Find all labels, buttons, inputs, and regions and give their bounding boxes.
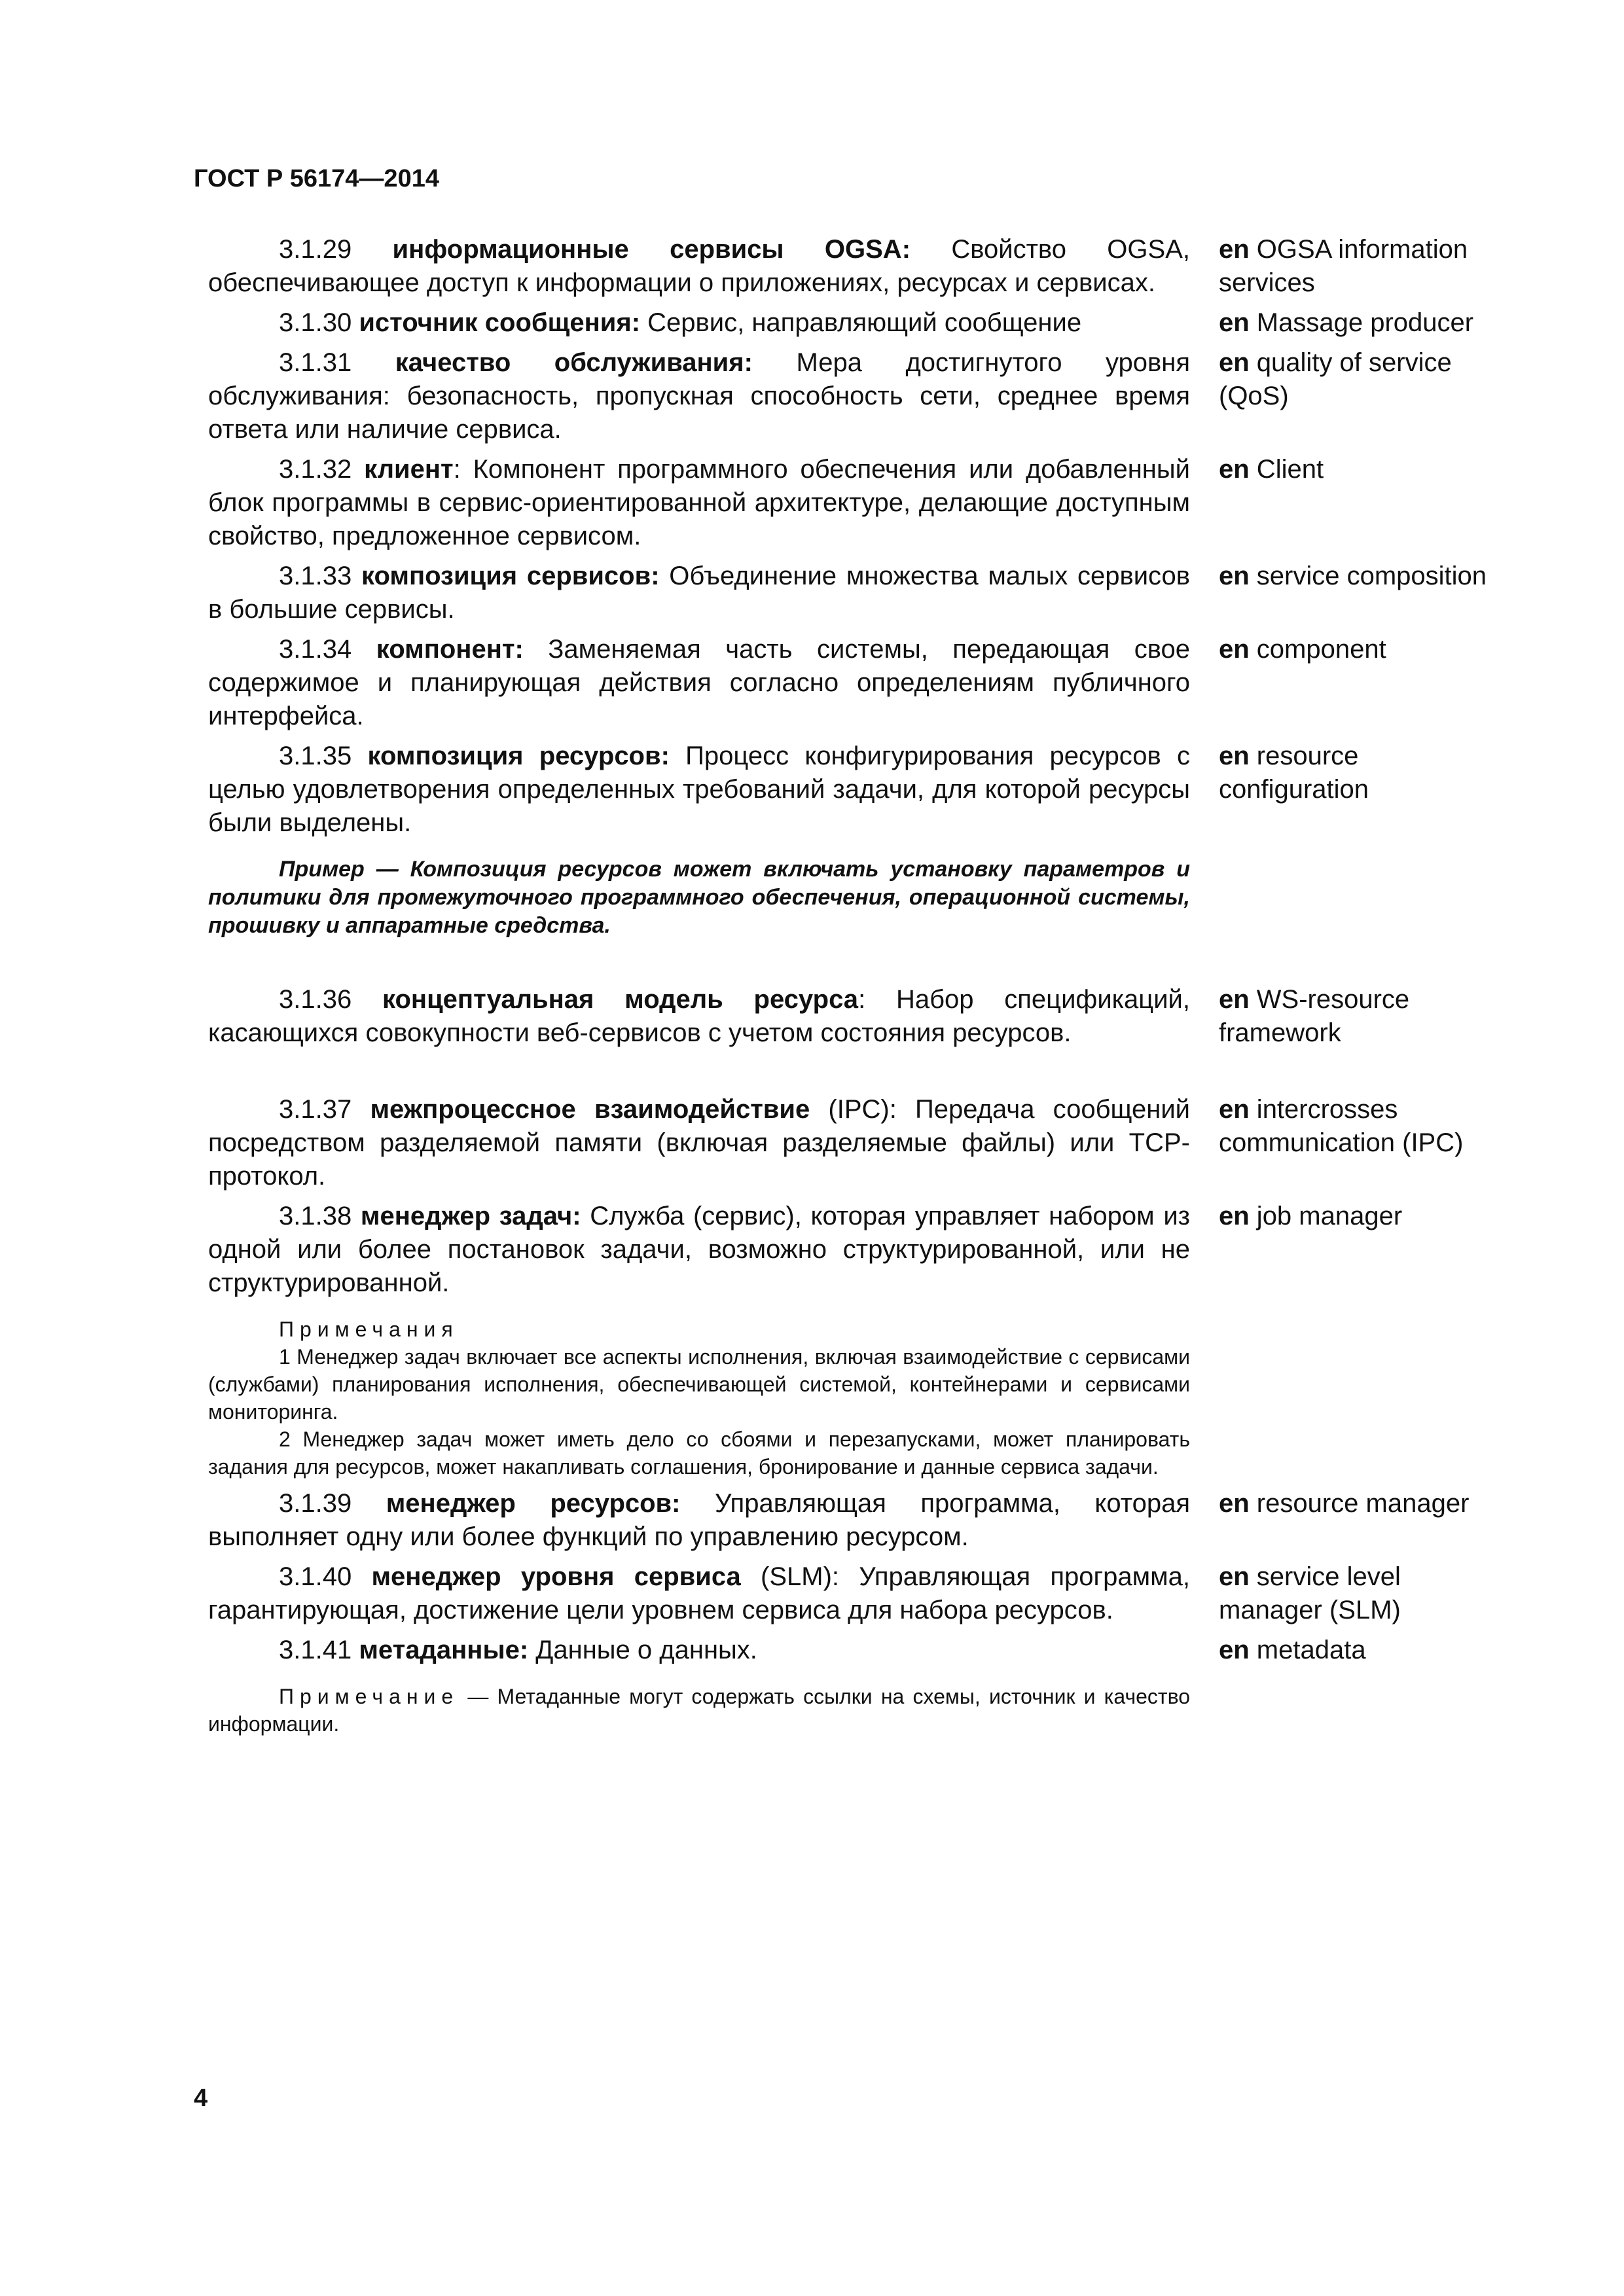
term-number: 3.1.40	[279, 1562, 352, 1591]
english-equivalent	[1219, 1200, 1507, 1233]
language-code: en	[1219, 1562, 1250, 1591]
english-term: intercrosses communication (IPC)	[1219, 1095, 1464, 1157]
english-equivalent	[1219, 740, 1507, 806]
term-number: 3.1.38	[279, 1202, 352, 1230]
term-definition	[208, 233, 1190, 300]
term-definition	[208, 1093, 1190, 1193]
term-definition	[208, 633, 1190, 733]
term-text: Служба (сервис), которая управляет набором из одной или более постановок задачи, возможно структурированной, или не структурированной.	[208, 1202, 1190, 1297]
term-number: 3.1.35	[279, 742, 352, 770]
language-code: en	[1219, 985, 1250, 1014]
term-definition	[208, 983, 1190, 1050]
term-text: Заменяемая часть системы, передающая свое содержимое и планирующая действия согласно определениям публичного интерфейса.	[208, 635, 1190, 730]
english-equivalent	[1219, 306, 1507, 340]
english-term: WS-resource framework	[1219, 985, 1410, 1047]
term-definition	[208, 1634, 1190, 1667]
english-term: job manager	[1249, 1202, 1403, 1230]
english-equivalent	[1219, 1634, 1507, 1667]
term-text: Управляющая программа, которая выполняет одну или более функций по управлению ресурсом.	[208, 1489, 1190, 1551]
term-entry	[208, 1560, 1517, 1627]
document-body	[208, 233, 1517, 1738]
term-text: Данные о данных.	[528, 1636, 757, 1664]
term-name: источник сообщения:	[359, 308, 641, 337]
term-name: метаданные:	[359, 1636, 529, 1664]
note-text: — Метаданные могут содержать ссылки на схемы, источник и качество информации.	[208, 1685, 1190, 1736]
term-number: 3.1.32	[279, 455, 352, 484]
notes-heading: Примечания	[279, 1318, 459, 1341]
language-code: en	[1219, 455, 1250, 484]
english-term: quality of service (QoS)	[1219, 348, 1452, 410]
term-name: менеджер задач:	[360, 1202, 581, 1230]
english-term: Client	[1249, 455, 1324, 484]
term-number: 3.1.41	[279, 1636, 352, 1664]
language-code: en	[1219, 348, 1250, 377]
term-text: : Компонент программного обеспечения или добавленный блок программы в сервис-ориентированной архитектуре, делающие доступным свойство, предложенное сервисом.	[208, 455, 1190, 550]
term-number: 3.1.29	[279, 235, 352, 264]
language-code: en	[1219, 308, 1250, 337]
term-definition	[208, 1200, 1190, 1300]
language-code: en	[1219, 1095, 1250, 1124]
term-text: : Набор спецификаций, касающихся совокупности веб-сервисов с учетом состояния ресурсов.	[208, 985, 1190, 1047]
term-entry	[208, 633, 1517, 733]
english-term: service composition	[1249, 562, 1487, 590]
english-equivalent	[1219, 1487, 1507, 1520]
term-entry	[208, 1093, 1517, 1193]
term-number: 3.1.33	[279, 562, 352, 590]
term-name: компонент:	[376, 635, 524, 664]
english-term: component	[1249, 635, 1386, 664]
term-name: качество обслуживания:	[395, 348, 753, 377]
term-entry	[208, 560, 1517, 626]
english-term: resource configuration	[1219, 742, 1369, 804]
note-paragraph	[208, 1683, 1190, 1738]
language-code: en	[1219, 1489, 1250, 1518]
example-paragraph: Пример — Композиция ресурсов может включать установку параметров и политики для промежуточного программного обеспечения, операционной системы, прошивку и аппаратные средства.	[208, 857, 1190, 938]
term-entry	[208, 306, 1517, 340]
english-equivalent	[1219, 983, 1507, 1050]
language-code: en	[1219, 635, 1250, 664]
english-equivalent	[1219, 1560, 1507, 1627]
language-code: en	[1219, 1202, 1250, 1230]
term-entry	[208, 1487, 1517, 1554]
english-term: service level manager (SLM)	[1219, 1562, 1401, 1624]
term-number: 3.1.36	[279, 985, 352, 1014]
term-entry	[208, 740, 1517, 840]
term-text: (SLM): Управляющая программа, гарантирующая, достижение цели уровнем сервиса для набора ресурсов.	[208, 1562, 1190, 1624]
english-equivalent	[1219, 233, 1507, 300]
term-text: Свойство OGSA, обеспечивающее доступ к информации о приложениях, ресурсах и сервисах.	[208, 235, 1190, 297]
english-term: metadata	[1249, 1636, 1366, 1664]
english-term: Massage producer	[1249, 308, 1474, 337]
language-code: en	[1219, 1636, 1250, 1664]
english-equivalent	[1219, 1093, 1507, 1160]
language-code: en	[1219, 235, 1250, 264]
term-name: менеджер ресурсов:	[386, 1489, 681, 1518]
term-definition	[208, 740, 1190, 840]
english-equivalent	[1219, 346, 1507, 413]
term-name: межпроцессное взаимодействие	[370, 1095, 810, 1124]
term-definition	[208, 1560, 1190, 1627]
term-definition	[208, 1487, 1190, 1554]
term-entry	[208, 1634, 1517, 1667]
term-entry	[208, 983, 1517, 1050]
term-name: композиция сервисов:	[361, 562, 660, 590]
term-number: 3.1.31	[279, 348, 352, 377]
note-item: 1 Менеджер задач включает все аспекты исполнения, включая взаимодействие с сервисами (службами) планирования исполнения, обеспечивающей системой, контейнерами и сервисами мониторинга.	[208, 1345, 1190, 1424]
term-number: 3.1.39	[279, 1489, 352, 1518]
term-name: композиция ресурсов:	[367, 742, 670, 770]
language-code: en	[1219, 562, 1250, 590]
page-number: 4	[194, 2085, 208, 2112]
note-item: 2 Менеджер задач может иметь дело со сбоями и перезапусками, может планировать задания для ресурсов, может накапливать соглашения, бронирование и данные сервиса задачи.	[208, 1427, 1190, 1479]
term-name: концептуальная модель ресурса	[382, 985, 859, 1014]
term-name: информационные сервисы OGSA:	[392, 235, 911, 264]
term-number: 3.1.37	[279, 1095, 352, 1124]
term-entry	[208, 346, 1517, 446]
term-entry	[208, 1200, 1517, 1300]
term-number: 3.1.30	[279, 308, 352, 337]
language-code: en	[1219, 742, 1250, 770]
term-definition	[208, 306, 1190, 340]
term-text: Объединение множества малых сервисов в большие сервисы.	[208, 562, 1190, 624]
term-name: клиент	[364, 455, 454, 484]
term-number: 3.1.34	[279, 635, 352, 664]
term-text: Процесс конфигурирования ресурсов с целью удовлетворения определенных требований задачи, для которой ресурсы были выделены.	[208, 742, 1190, 837]
term-entry	[208, 233, 1517, 300]
term-entry	[208, 453, 1517, 553]
term-definition	[208, 346, 1190, 446]
english-term: OGSA information services	[1219, 235, 1468, 297]
term-definition	[208, 560, 1190, 626]
note-label: Примечание	[279, 1685, 460, 1708]
english-equivalent	[1219, 453, 1507, 486]
term-text: Сервис, направляющий сообщение	[640, 308, 1082, 337]
english-equivalent	[1219, 633, 1507, 666]
term-text: Мера достигнутого уровня обслуживания: безопасность, пропускная способность сети, среднее время ответа или наличие сервиса.	[208, 348, 1190, 444]
english-equivalent	[1219, 560, 1507, 593]
term-name: менеджер уровня сервиса	[371, 1562, 741, 1591]
term-text: (IPC): Передача сообщений посредством разделяемой памяти (включая разделяемые файлы) или TCP-протокол.	[208, 1095, 1191, 1191]
english-term: resource manager	[1249, 1489, 1470, 1518]
document-header: ГОСТ Р 56174—2014	[194, 165, 439, 192]
term-definition	[208, 453, 1190, 553]
